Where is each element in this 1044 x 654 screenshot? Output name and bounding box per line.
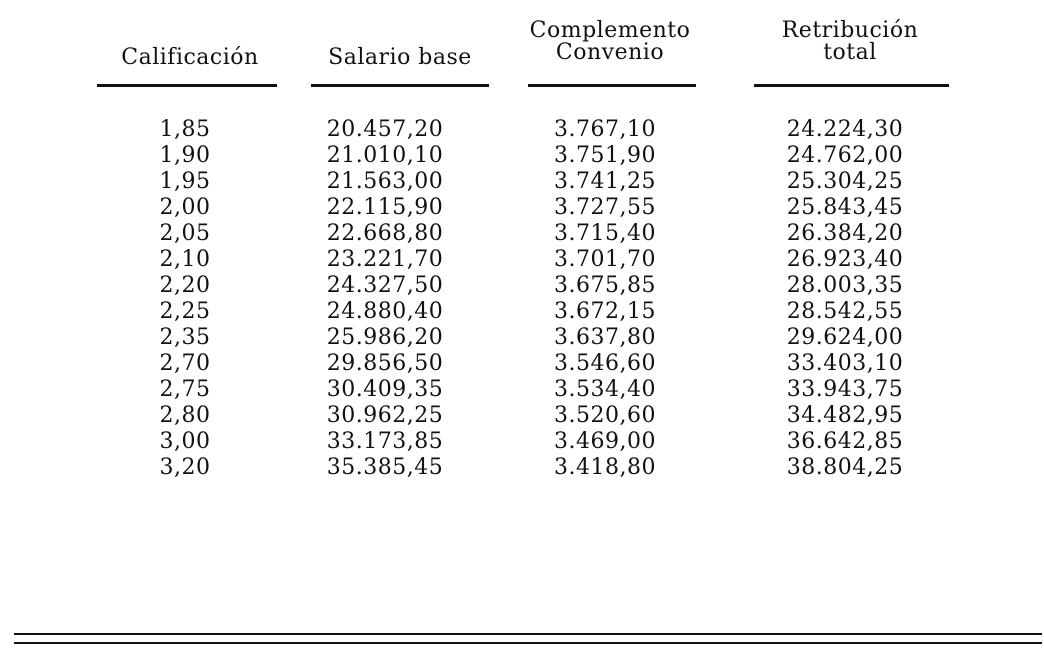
cell-salario-base: 21.010,10 xyxy=(326,143,444,168)
cell-retribucion: 28.542,55 xyxy=(786,299,904,324)
table-row xyxy=(0,195,1044,221)
header-retribucion-line-1: Retribución xyxy=(781,18,919,43)
table-row xyxy=(0,377,1044,403)
cell-salario-base: 25.986,20 xyxy=(326,325,444,350)
cell-calificacion: 1,95 xyxy=(159,169,211,194)
header-retribucion-total xyxy=(760,20,940,64)
header-calificacion-line-1: Calificación xyxy=(121,45,259,70)
bottom-rule-lower xyxy=(14,642,1042,644)
cell-complemento: 3.546,60 xyxy=(554,351,656,376)
cell-retribucion: 33.403,10 xyxy=(786,351,904,376)
cell-calificacion: 2,25 xyxy=(159,299,211,324)
header-calificacion-underline xyxy=(97,84,277,87)
cell-retribucion: 29.624,00 xyxy=(786,325,904,350)
cell-complemento: 3.701,70 xyxy=(554,247,656,272)
cell-salario-base: 22.668,80 xyxy=(326,221,444,246)
cell-retribucion: 25.304,25 xyxy=(786,169,904,194)
table-row xyxy=(0,325,1044,351)
cell-salario-base: 30.962,25 xyxy=(326,403,444,428)
cell-retribucion: 24.224,30 xyxy=(786,117,904,142)
table-row xyxy=(0,455,1044,481)
header-calificacion xyxy=(95,47,285,69)
cell-complemento: 3.741,25 xyxy=(554,169,656,194)
table-row xyxy=(0,429,1044,455)
cell-salario-base: 33.173,85 xyxy=(326,429,444,454)
cell-retribucion: 25.843,45 xyxy=(786,195,904,220)
header-complemento-underline xyxy=(528,84,696,87)
cell-salario-base: 22.115,90 xyxy=(326,195,444,220)
cell-retribucion: 26.923,40 xyxy=(786,247,904,272)
cell-calificacion: 2,70 xyxy=(159,351,211,376)
header-complemento-convenio xyxy=(520,20,700,64)
header-salario-base-underline xyxy=(311,84,489,87)
table-row xyxy=(0,169,1044,195)
cell-calificacion: 3,20 xyxy=(159,455,211,480)
cell-complemento: 3.675,85 xyxy=(554,273,656,298)
cell-salario-base: 29.856,50 xyxy=(326,351,444,376)
cell-retribucion: 24.762,00 xyxy=(786,143,904,168)
cell-complemento: 3.672,15 xyxy=(554,299,656,324)
cell-retribucion: 36.642,85 xyxy=(786,429,904,454)
cell-complemento: 3.418,80 xyxy=(554,455,656,480)
table-row xyxy=(0,273,1044,299)
header-salario-base-line-1: Salario base xyxy=(328,45,472,70)
cell-retribucion: 28.003,35 xyxy=(786,273,904,298)
cell-retribucion: 33.943,75 xyxy=(786,377,904,402)
cell-calificacion: 1,90 xyxy=(159,143,211,168)
cell-calificacion: 2,10 xyxy=(159,247,211,272)
cell-complemento: 3.469,00 xyxy=(554,429,656,454)
cell-complemento: 3.715,40 xyxy=(554,221,656,246)
cell-calificacion: 2,75 xyxy=(159,377,211,402)
cell-retribucion: 26.384,20 xyxy=(786,221,904,246)
header-complemento-line-2: Convenio xyxy=(555,40,665,65)
table-row xyxy=(0,247,1044,273)
cell-calificacion: 2,20 xyxy=(159,273,211,298)
cell-complemento: 3.637,80 xyxy=(554,325,656,350)
cell-retribucion: 34.482,95 xyxy=(786,403,904,428)
cell-salario-base: 30.409,35 xyxy=(326,377,444,402)
cell-salario-base: 24.327,50 xyxy=(326,273,444,298)
table-row xyxy=(0,351,1044,377)
cell-complemento: 3.727,55 xyxy=(554,195,656,220)
header-retribucion-underline xyxy=(754,84,949,87)
cell-calificacion: 2,05 xyxy=(159,221,211,246)
table-row xyxy=(0,221,1044,247)
table-row xyxy=(0,143,1044,169)
cell-salario-base: 20.457,20 xyxy=(326,117,444,142)
table-row xyxy=(0,299,1044,325)
table-row xyxy=(0,403,1044,429)
cell-complemento: 3.751,90 xyxy=(554,143,656,168)
cell-complemento: 3.520,60 xyxy=(554,403,656,428)
header-complemento-line-1: Complemento xyxy=(529,18,691,43)
cell-salario-base: 24.880,40 xyxy=(326,299,444,324)
cell-salario-base: 35.385,45 xyxy=(326,455,444,480)
cell-calificacion: 2,35 xyxy=(159,325,211,350)
table-row xyxy=(0,117,1044,143)
cell-calificacion: 3,00 xyxy=(159,429,211,454)
cell-salario-base: 23.221,70 xyxy=(326,247,444,272)
cell-calificacion: 2,80 xyxy=(159,403,211,428)
header-salario-base xyxy=(305,47,495,69)
cell-complemento: 3.767,10 xyxy=(554,117,656,142)
cell-salario-base: 21.563,00 xyxy=(326,169,444,194)
cell-complemento: 3.534,40 xyxy=(554,377,656,402)
header-retribucion-line-2: total xyxy=(823,40,877,65)
cell-calificacion: 1,85 xyxy=(159,117,211,142)
cell-retribucion: 38.804,25 xyxy=(786,455,904,480)
bottom-rule-upper xyxy=(14,633,1042,635)
cell-calificacion: 2,00 xyxy=(159,195,211,220)
